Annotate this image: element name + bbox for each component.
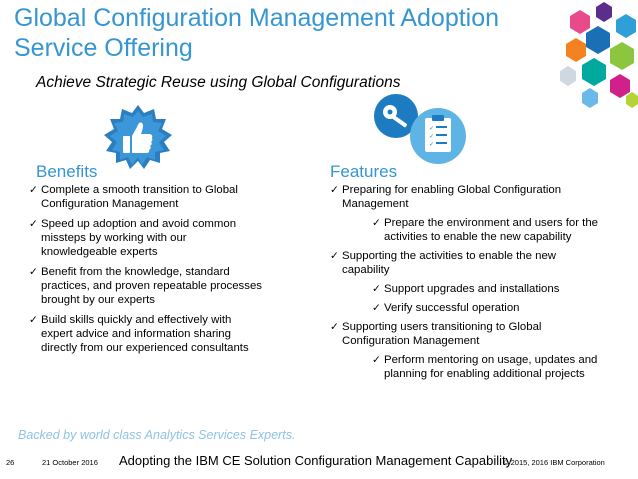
page-title (14, 3, 554, 63)
check-icon: ✓ (372, 217, 381, 229)
check-icon: ✓ (29, 184, 38, 196)
page-number: 26 (6, 458, 15, 467)
svg-text:✓: ✓ (429, 133, 435, 140)
svg-text:✓: ✓ (429, 125, 435, 132)
clipboard-checklist-icon (408, 106, 468, 166)
backed-note: Backed by world class Analytics Services Experts. (18, 428, 296, 442)
check-icon: ✓ (330, 321, 339, 333)
subtitle: Achieve Strategic Reuse using Global Configurations (36, 74, 401, 91)
list-item: ✓ Speed up adoption and avoid common missteps by working with our knowledgeable experts (29, 218, 237, 258)
hexagon-cluster-icon (548, 0, 638, 110)
thumbs-up-icon (104, 105, 172, 173)
list-item: ✓ Perform mentoring on usage, updates and planning for enabling additional projects (372, 354, 598, 380)
footer-title: Adopting the IBM CE Solution Configuration Management Capability (119, 453, 513, 468)
list-item: ✓ Preparing for enabling Global Configuration Management (330, 184, 562, 210)
list-item: ✓ Verify successful operation (372, 302, 520, 314)
list-item: ✓ Build skills quickly and effectively with expert advice and information sharing directly from our experienced consultants (29, 314, 249, 354)
title-line-2: Service Offering (14, 34, 193, 62)
check-icon: ✓ (29, 266, 38, 278)
check-icon: ✓ (330, 184, 339, 196)
svg-text:✓: ✓ (429, 141, 435, 148)
benefits-list (29, 183, 264, 361)
footer-date: 21 October 2016 (42, 458, 98, 467)
check-icon: ✓ (372, 283, 381, 295)
list-item: ✓ Complete a smooth transition to Global Configuration Management (29, 184, 238, 210)
check-icon: ✓ (29, 314, 38, 326)
check-icon: ✓ (330, 250, 339, 262)
copyright: © 2015, 2016 IBM Corporation (503, 458, 605, 467)
list-item: ✓ Support upgrades and installations (372, 283, 560, 295)
check-icon: ✓ (29, 218, 38, 230)
title-line-1: Global Configuration Management Adoption (14, 4, 500, 32)
features-list (330, 183, 600, 386)
list-item: ✓ Supporting the activities to enable the new capability (330, 250, 557, 276)
check-icon: ✓ (372, 354, 381, 366)
list-item: ✓ Supporting users transitioning to Global Configuration Management (330, 321, 542, 347)
footer (0, 452, 638, 474)
check-icon: ✓ (372, 302, 381, 314)
list-item: ✓ Prepare the environment and users for the activities to enable the new capability (372, 217, 599, 243)
features-heading: Features (330, 162, 398, 181)
benefits-heading: Benefits (36, 162, 98, 181)
list-item: ✓ Benefit from the knowledge, standard practices, and proven repeatable processes brought by our experts (29, 266, 262, 306)
